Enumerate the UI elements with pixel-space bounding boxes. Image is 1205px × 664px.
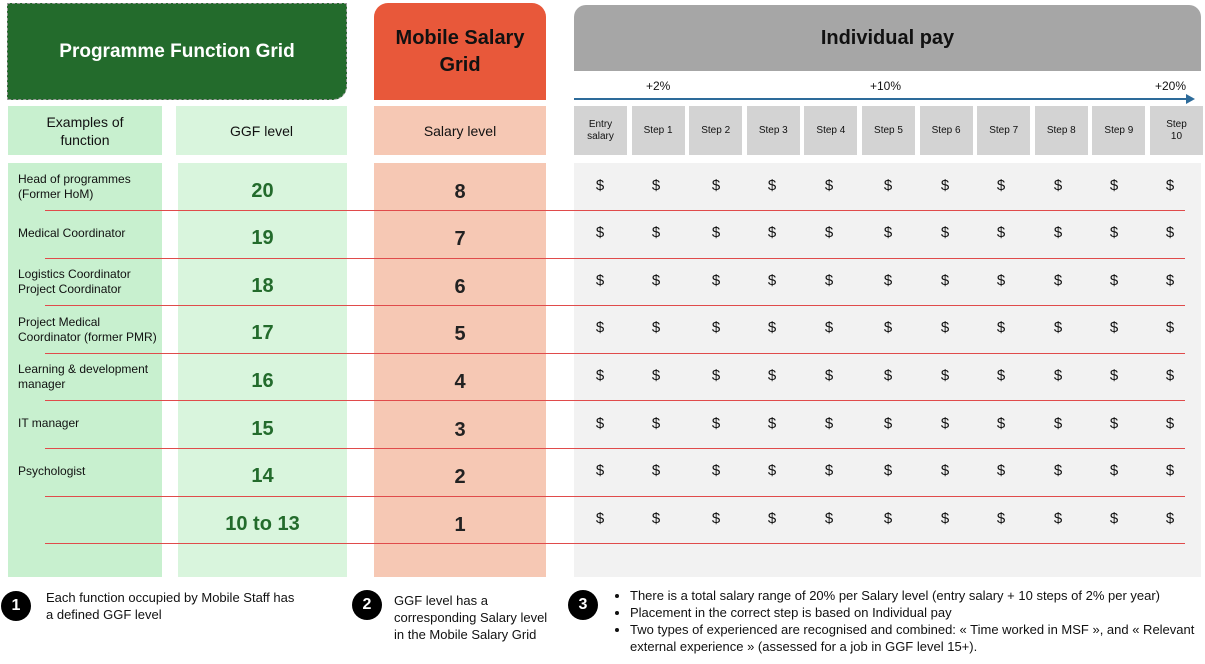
pay-cell: $ [767, 366, 777, 384]
pay-cell: $ [767, 462, 777, 480]
pay-cell: $ [996, 224, 1006, 242]
function-example [18, 464, 168, 479]
function-example-line: Project Medical [18, 314, 101, 329]
pay-cell: $ [824, 176, 834, 194]
function-example [18, 267, 168, 297]
ggf-level-value: 14 [251, 465, 274, 488]
pay-cell: $ [1053, 176, 1063, 194]
pay-cell: $ [996, 319, 1006, 337]
pay-cell: $ [1165, 271, 1175, 289]
progression-arrow-head-icon [1186, 94, 1195, 104]
pay-cell: $ [883, 509, 893, 527]
mobile-salary-grid-header [374, 3, 546, 100]
pay-cell: $ [1165, 509, 1175, 527]
step-header-4 [804, 106, 857, 155]
function-example-line: Logistics Coordinator [18, 267, 131, 282]
ggf-level-value: 15 [251, 417, 274, 440]
ggf-level-value: 20 [251, 179, 274, 202]
salary-level-value: 8 [454, 180, 466, 203]
step-header-8 [1035, 106, 1088, 155]
pay-cell: $ [1053, 462, 1063, 480]
pay-cell: $ [1109, 414, 1119, 432]
step-header-0 [574, 106, 627, 155]
row-separator-line [45, 448, 1185, 449]
pay-cell: $ [1053, 509, 1063, 527]
step-header-line2: salary [587, 130, 614, 142]
pay-cell: $ [1165, 176, 1175, 194]
pay-cell: $ [1165, 414, 1175, 432]
pay-cell: $ [883, 462, 893, 480]
footnote-number-3: 3 [568, 590, 598, 620]
row-separator-line [45, 543, 1185, 544]
step-header-line1: Step 2 [701, 124, 731, 136]
row-separator-line [45, 496, 1185, 497]
row-separator-line [45, 258, 1185, 259]
pay-cell: $ [767, 319, 777, 337]
step-header-2 [689, 106, 742, 155]
footnote-number-1: 1 [1, 591, 31, 621]
pay-cell: $ [883, 271, 893, 289]
step-header-line1: Entry [588, 118, 613, 130]
pay-cell: $ [595, 366, 605, 384]
pay-cell: $ [651, 366, 661, 384]
pay-cell: $ [767, 224, 777, 242]
pay-cell: $ [996, 509, 1006, 527]
footnote-1-line2: a defined GGF level [46, 607, 162, 622]
pay-cell: $ [711, 224, 721, 242]
pay-cell: $ [711, 462, 721, 480]
pay-cell: $ [883, 224, 893, 242]
pay-cell: $ [940, 366, 950, 384]
step-header-line2: 10 [1170, 130, 1183, 142]
function-example-line: Coordinator (former PMR) [18, 329, 157, 344]
salary-level-value: 3 [454, 418, 466, 441]
function-example-line: Head of programmes [18, 172, 131, 186]
pay-cell: $ [824, 319, 834, 337]
pay-cell: $ [996, 366, 1006, 384]
function-example [18, 416, 168, 431]
step-header-line1: Step 6 [931, 124, 961, 136]
ggf-level-value: 17 [251, 322, 274, 345]
programme-function-grid-title: Programme Function Grid [59, 40, 295, 62]
pay-cell: $ [940, 271, 950, 289]
pay-cell: $ [996, 176, 1006, 194]
function-example [18, 226, 168, 241]
pay-cell: $ [1165, 366, 1175, 384]
pay-cell: $ [651, 414, 661, 432]
pay-cell: $ [824, 271, 834, 289]
pay-cell: $ [1109, 224, 1119, 242]
step-header-line1: Step 1 [643, 124, 673, 136]
pay-cell: $ [651, 176, 661, 194]
pay-cell: $ [711, 176, 721, 194]
function-example [18, 315, 168, 345]
pay-cell: $ [651, 509, 661, 527]
row-separator-line [45, 210, 1185, 211]
pay-cell: $ [996, 462, 1006, 480]
pay-cell: $ [711, 509, 721, 527]
row-separator-line [45, 305, 1185, 306]
salary-level-header [374, 106, 546, 155]
pay-cell: $ [595, 319, 605, 337]
footnote-2-line1: GGF level has a [394, 593, 488, 608]
pay-cell: $ [1053, 319, 1063, 337]
pay-cell: $ [940, 462, 950, 480]
step-header-9 [1092, 106, 1145, 155]
pay-cell: $ [883, 176, 893, 194]
row-separator-line [45, 400, 1185, 401]
pay-cell: $ [595, 271, 605, 289]
pay-cell: $ [1109, 366, 1119, 384]
function-example-line: Project Coordinator [18, 282, 122, 297]
pay-cell: $ [767, 509, 777, 527]
function-example [18, 172, 168, 202]
pay-cell: $ [767, 176, 777, 194]
pay-cell: $ [940, 224, 950, 242]
step-header-1 [632, 106, 685, 155]
step-header-line1: Step [1166, 118, 1187, 130]
ggf-level-value: 18 [251, 274, 274, 297]
pct-label-10: +10% [870, 79, 902, 93]
pct-label-20: +20% [1155, 79, 1187, 93]
pay-cell: $ [1109, 271, 1119, 289]
pay-cell: $ [711, 271, 721, 289]
pay-cell: $ [824, 462, 834, 480]
step-header-line1: Step 9 [1104, 124, 1134, 136]
step-header-line1: Step 3 [758, 124, 788, 136]
pay-cell: $ [711, 366, 721, 384]
pay-cell: $ [883, 366, 893, 384]
ggf-level-value: 16 [251, 369, 274, 392]
pay-cell: $ [1165, 462, 1175, 480]
pct-label-2: +2% [646, 79, 671, 93]
salary-level-value: 5 [454, 323, 466, 346]
pay-cell: $ [767, 414, 777, 432]
pay-cell: $ [1165, 319, 1175, 337]
pay-cell: $ [824, 414, 834, 432]
pay-cell: $ [651, 271, 661, 289]
ggf-level-header-label: GGF level [229, 122, 293, 139]
pay-cell: $ [996, 414, 1006, 432]
pay-cell: $ [1165, 224, 1175, 242]
pay-cell: $ [711, 319, 721, 337]
function-example [18, 362, 168, 392]
step-header-10 [1150, 106, 1203, 155]
pay-cell: $ [940, 414, 950, 432]
pay-cell: $ [651, 224, 661, 242]
function-example-line: manager [18, 377, 66, 392]
row-separator-line [45, 353, 1185, 354]
footnote-3-bullet: • There is a total salary range of 20% per Salary level (entry salary + 10 steps of 2% per year) [630, 587, 1204, 604]
footnote-number-2: 2 [352, 590, 382, 620]
footnote-3-bullet: • Placement in the correct step is based on Individual pay [630, 604, 1204, 621]
examples-header-line1: Examples of [46, 113, 124, 130]
mobile-salary-grid-title-line2: Grid [439, 53, 481, 76]
footnote-2 [394, 592, 569, 643]
footnote-2-line2: corresponding Salary level [394, 610, 548, 625]
mobile-salary-grid-title-line1: Mobile Salary [395, 26, 525, 49]
pay-cell: $ [883, 414, 893, 432]
pay-cell: $ [711, 414, 721, 432]
step-header-line1: Step 5 [874, 124, 903, 136]
pay-cell: $ [1053, 414, 1063, 432]
pay-cell: $ [1109, 176, 1119, 194]
programme-function-grid-header [7, 3, 347, 100]
pay-cell: $ [1053, 366, 1063, 384]
salary-level-value: 1 [454, 513, 466, 536]
pay-cell: $ [940, 319, 950, 337]
pay-cell: $ [940, 509, 950, 527]
footnote-3-bullet: • Two types of experienced are recognised and combined: « Time worked in MSF », and « Relevant external experience » (assessed for a job in GGF level 15+). [630, 621, 1204, 655]
step-header-line1: Step 4 [816, 124, 846, 136]
function-example-line: (Former HoM) [18, 187, 94, 201]
step-header-3 [747, 106, 800, 155]
pay-cell: $ [595, 462, 605, 480]
ggf-level-value: 10 to 13 [225, 512, 300, 535]
pay-cell: $ [595, 414, 605, 432]
function-example-line: IT manager [18, 416, 80, 430]
individual-pay-header [574, 5, 1201, 71]
pay-cell: $ [824, 366, 834, 384]
salary-level-value: 4 [454, 370, 466, 393]
pay-cell: $ [824, 224, 834, 242]
function-example-line: Learning & development [18, 362, 149, 377]
pay-cell: $ [1109, 509, 1119, 527]
pay-cell: $ [595, 176, 605, 194]
function-example-line: Medical Coordinator [18, 225, 126, 240]
examples-of-function-header [8, 106, 162, 155]
pay-cell: $ [883, 319, 893, 337]
pay-cell: $ [1053, 224, 1063, 242]
ggf-level-value: 19 [251, 227, 274, 250]
footnote-1 [46, 589, 326, 623]
step-header-line1: Step 7 [989, 124, 1019, 136]
pay-cell: $ [940, 176, 950, 194]
examples-header-line2: function [60, 131, 110, 148]
ggf-level-header [176, 106, 347, 155]
step-header-7 [977, 106, 1030, 155]
salary-level-value: 6 [454, 275, 466, 298]
pay-cell: $ [1053, 271, 1063, 289]
footnote-1-line1: Each function occupied by Mobile Staff has [46, 590, 295, 605]
footnote-3 [614, 587, 1204, 655]
pay-cell: $ [1109, 319, 1119, 337]
footnote-2-line3: in the Mobile Salary Grid [394, 627, 537, 642]
step-header-6 [920, 106, 973, 155]
pay-cell: $ [1109, 462, 1119, 480]
individual-pay-title: Individual pay [820, 26, 955, 49]
pay-cell: $ [595, 224, 605, 242]
pay-cell: $ [595, 509, 605, 527]
pay-cell: $ [651, 462, 661, 480]
step-header-line1: Step 8 [1046, 124, 1076, 136]
progression-arrow-line [574, 98, 1188, 100]
pay-cell: $ [996, 271, 1006, 289]
pay-cell: $ [767, 271, 777, 289]
salary-level-value: 2 [454, 466, 466, 489]
pay-cell: $ [651, 319, 661, 337]
step-header-5 [862, 106, 915, 155]
footnote-3-bullets [614, 587, 1204, 655]
pay-cell: $ [824, 509, 834, 527]
salary-level-header-label: Salary level [423, 122, 497, 139]
salary-level-value: 7 [454, 228, 466, 251]
function-example-line: Psychologist [18, 463, 86, 478]
